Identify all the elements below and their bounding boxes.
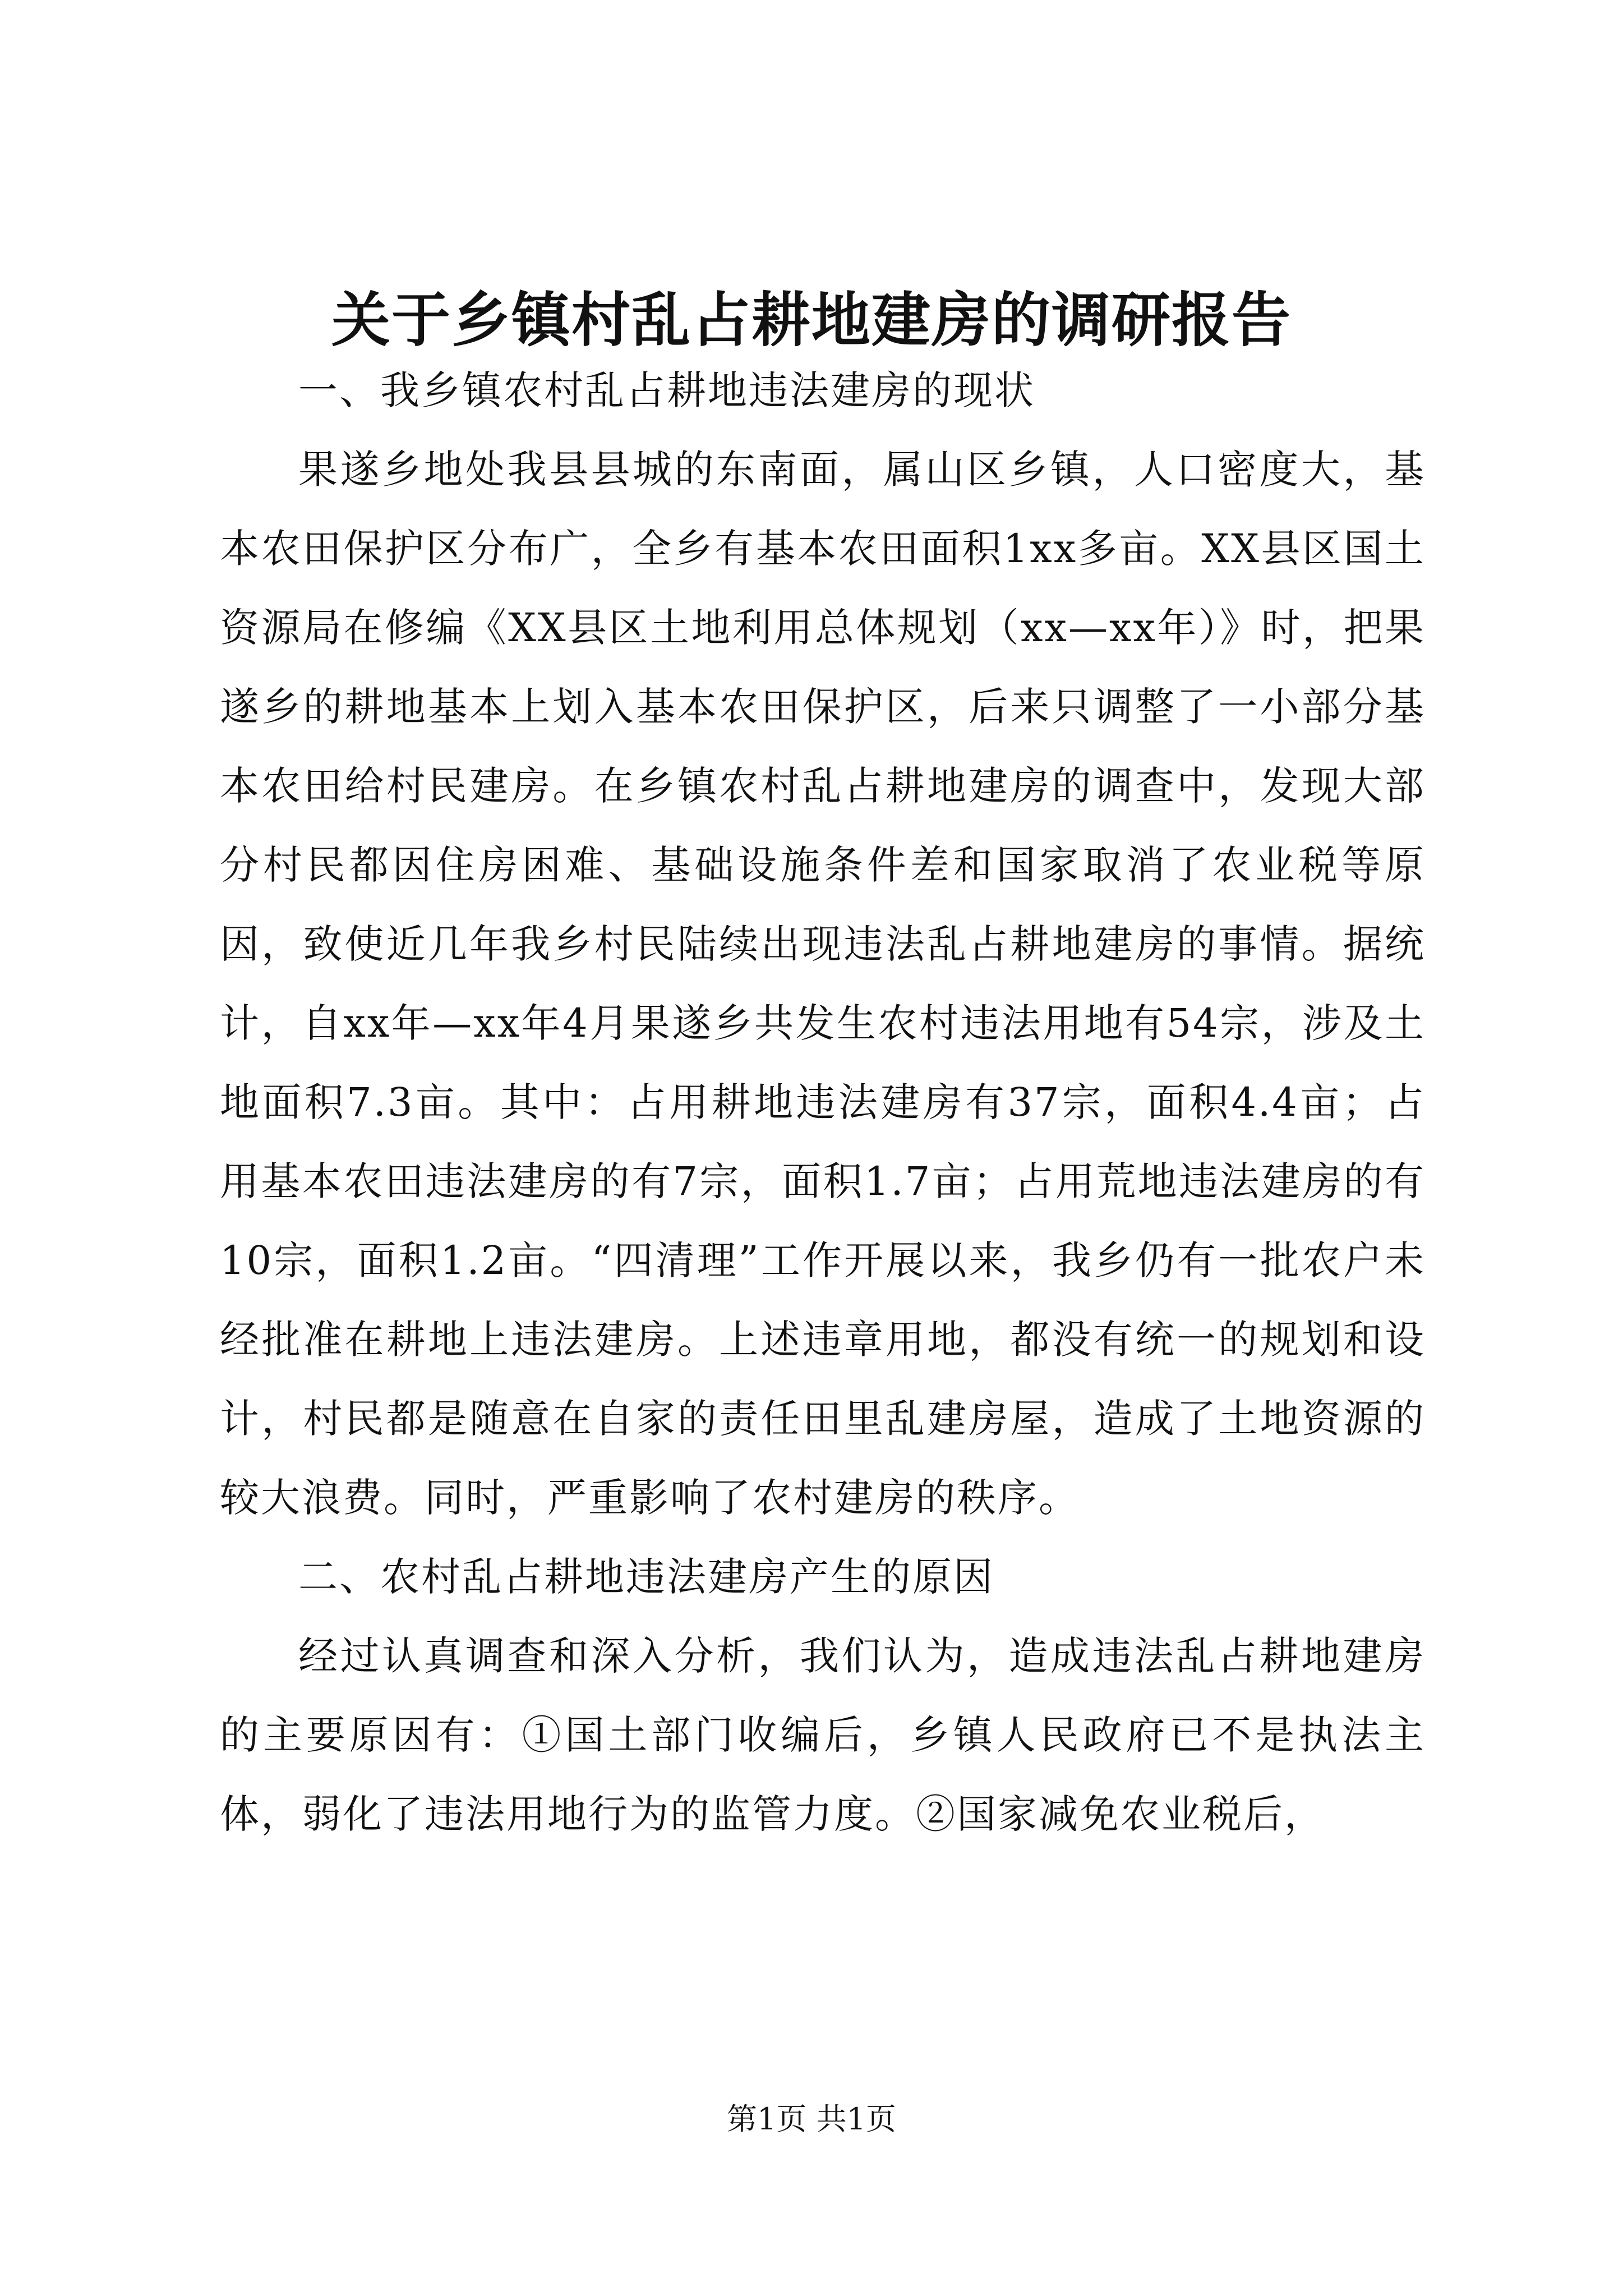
paragraph-1: 果遂乡地处我县县城的东南面，属山区乡镇，人口密度大，基本农田保护区分布广，全乡有基本农田面积1xx多亩。XX县区国土资源局在修编《XX县区土地利用总体规划（xx—xx年）》时，把果遂乡的耕地基本上划入基本农田保护区，后来只调整了一小部分基本农田给村民建房。在乡镇农村乱占耕地建房的调查中，发现大部分村民都因住房困难、基础设施条件差和国家取消了农业税等原因，致使近几年我乡村民陆续出现违法乱占耕地建房的事情。据统计，自xx年—xx年4月果遂乡共发生农村违法用地有54宗，涉及土地面积7.3亩。其中：占用耕地违法建房有37宗，面积4.4亩；占用基本农田违法建房的有7宗，面积1.7亩；占用荒地违法建房的有10宗，面积1.2亩。“四清理”工作开展以来，我乡仍有一批农户未经批准在耕地上违法建房。上述违章用地，都没有统一的规划和设计，村民都是随意在自家的责任田里乱建房屋，造成了土地资源的较大浪费。同时，严重影响了农村建房的秩序。: [220, 447, 1426, 1521]
document-body: [220, 351, 1426, 1854]
section-heading-2: 二、农村乱占耕地违法建房产生的原因: [298, 1554, 994, 1600]
document-title: 关于乡镇村乱占耕地建房的调研报告: [331, 285, 1292, 355]
paragraph-2: 经过认真调查和深入分析，我们认为，造成违法乱占耕地建房的主要原因有：①国土部门收编后，乡镇人民政府已不是执法主体，弱化了违法用地行为的监管力度。②国家减免农业税后，: [220, 1633, 1426, 1837]
page-footer: 第1页 共1页: [727, 2101, 896, 2137]
section-heading-1: 一、我乡镇农村乱占耕地违法建房的现状: [298, 367, 1035, 413]
